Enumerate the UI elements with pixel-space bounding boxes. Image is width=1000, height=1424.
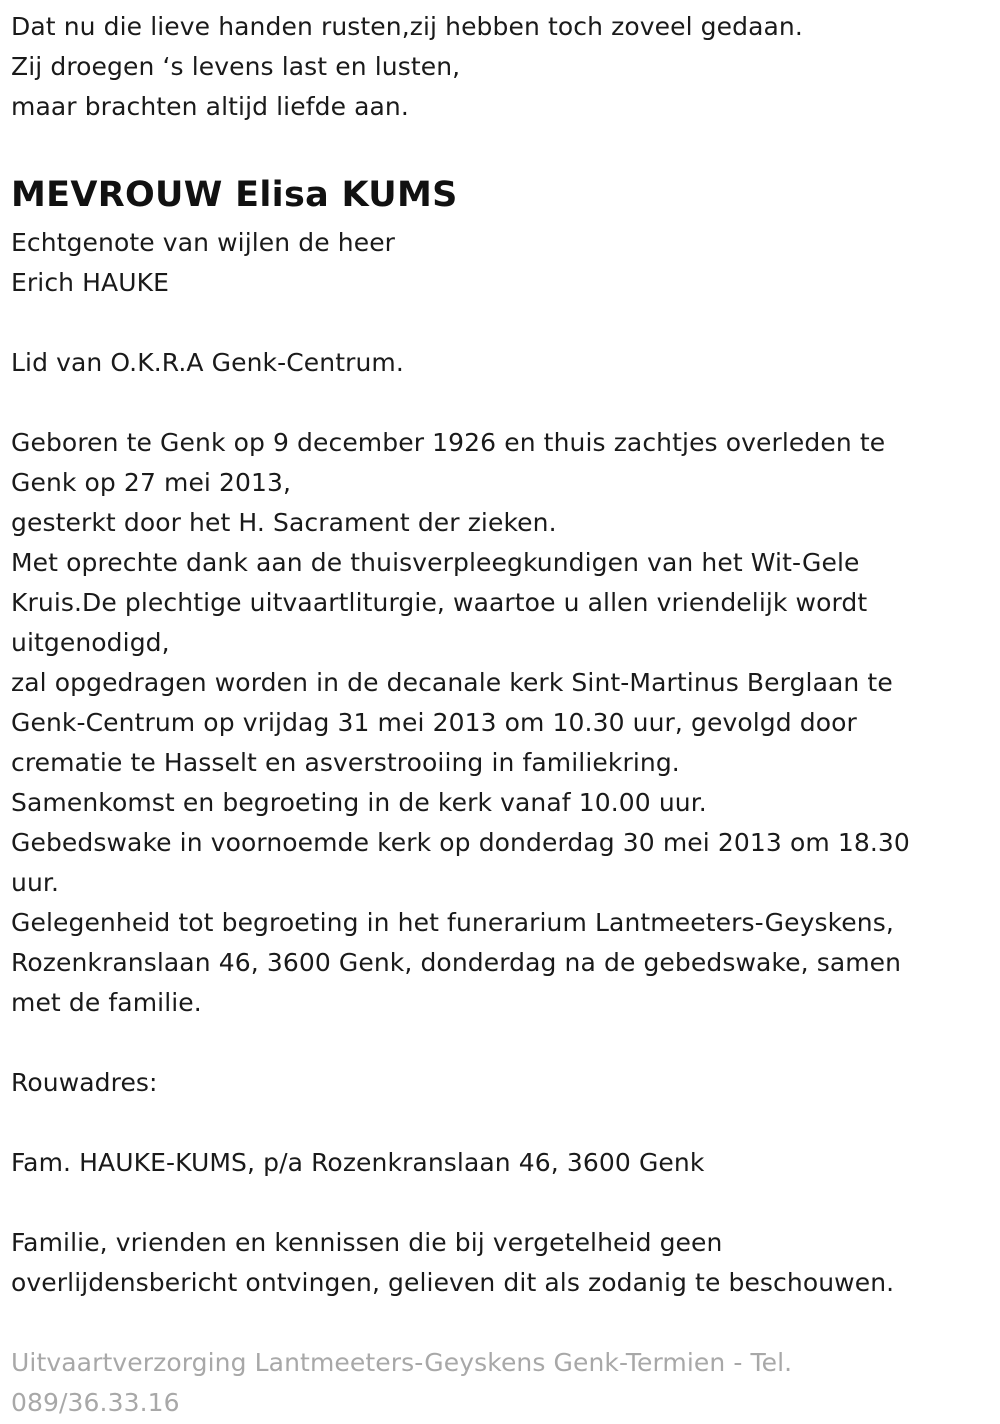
spacer: [11, 1183, 1000, 1223]
poem-line: Dat nu die lieve handen rusten,zij hebben toch zoveel gedaan.: [11, 12, 803, 41]
details-line: Geboren te Genk op 9 december 1926 en thuis zachtjes overleden te: [11, 428, 886, 457]
details-line: Gelegenheid tot begroeting in het funerarium Lantmeeters-Geyskens,: [11, 908, 894, 937]
details-line: uur.: [11, 868, 60, 897]
details-line: Kruis.De plechtige uitvaartliturgie, waartoe u allen vriendelijk wordt: [11, 588, 868, 617]
details-line: met de familie.: [11, 988, 202, 1017]
poem: [11, 7, 1000, 127]
spacer: [11, 1303, 1000, 1343]
details-line: gesterkt door het H. Sacrament der zieken.: [11, 508, 557, 537]
details-line: crematie te Hasselt en asverstrooiing in familiekring.: [11, 748, 680, 777]
spacer: [11, 1023, 1000, 1063]
spacer: [11, 303, 1000, 343]
funeral-director-footer: [11, 1343, 1000, 1423]
spouse-info: [11, 223, 1000, 303]
deceased-name: MEVROUW Elisa KUMS: [11, 175, 458, 215]
notice-paragraph: [11, 1223, 1000, 1303]
details-line: Met oprechte dank aan de thuisverpleegkundigen van het Wit-Gele: [11, 548, 860, 577]
mourning-address-label: Rouwadres:: [11, 1068, 158, 1097]
spacer: [11, 383, 1000, 423]
details-line: Genk op 27 mei 2013,: [11, 468, 292, 497]
details-line: zal opgedragen worden in de decanale kerk Sint-Martinus Berglaan te: [11, 668, 893, 697]
poem-line: Zij droegen ‘s levens last en lusten,: [11, 52, 461, 81]
footer-line: Uitvaartverzorging Lantmeeters-Geyskens Genk-Termien - Tel.: [11, 1348, 793, 1377]
mourning-address: Fam. HAUKE-KUMS, p/a Rozenkranslaan 46, 3600 Genk: [11, 1148, 705, 1177]
details-line: Samenkomst en begroeting in de kerk vanaf 10.00 uur.: [11, 788, 707, 817]
spacer: [11, 1103, 1000, 1143]
details-line: Gebedswake in voornoemde kerk op donderdag 30 mei 2013 om 18.30: [11, 828, 910, 857]
details-paragraph: [11, 423, 1000, 1023]
notice-line: Familie, vrienden en kennissen die bij vergetelheid geen: [11, 1228, 723, 1257]
details-line: uitgenodigd,: [11, 628, 170, 657]
spouse-line: Echtgenote van wijlen de heer: [11, 228, 396, 257]
footer-line: 089/36.33.16: [11, 1388, 180, 1417]
details-line: Genk-Centrum op vrijdag 31 mei 2013 om 10.30 uur, gevolgd door: [11, 708, 857, 737]
spouse-line: Erich HAUKE: [11, 268, 170, 297]
notice-line: overlijdensbericht ontvingen, gelieven dit als zodanig te beschouwen.: [11, 1268, 895, 1297]
membership: Lid van O.K.R.A Genk-Centrum.: [11, 348, 404, 377]
details-line: Rozenkranslaan 46, 3600 Genk, donderdag na de gebedswake, samen: [11, 948, 902, 977]
poem-line: maar brachten altijd liefde aan.: [11, 92, 409, 121]
